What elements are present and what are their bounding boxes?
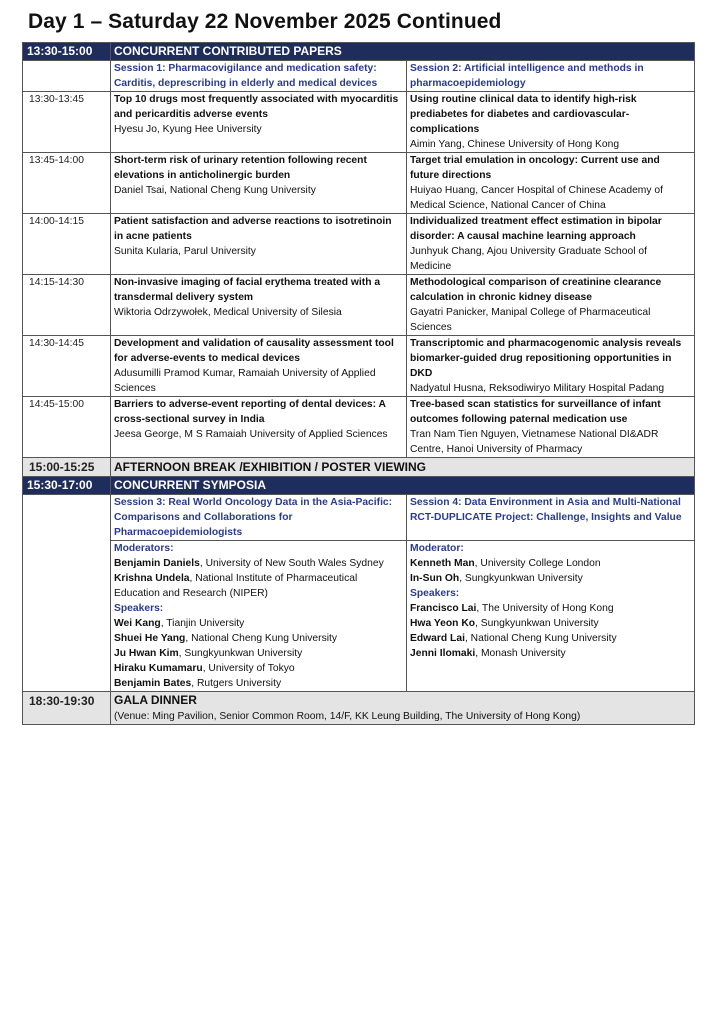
session-2-title: Session 2: Artificial intelligence and methods in pharmacoepidemiology <box>407 61 695 92</box>
moderators-label: Moderator: <box>410 543 464 554</box>
paper-title: Transcriptomic and pharmacogenomic analysis reveals biomarker-guided drug repositioning opportunities in DKD <box>410 338 682 379</box>
person-affiliation: , University of New South Wales Sydney <box>199 558 384 569</box>
paper-author: Aimin Yang, Chinese University of Hong Kong <box>410 139 620 150</box>
paper-author: Nadyatul Husna, Reksodiwiryo Military Hospital Padang <box>410 383 665 394</box>
paper-row <box>23 92 695 153</box>
moderators-label: Moderators: <box>114 543 174 554</box>
session-2-paper <box>407 153 695 214</box>
speaker-entry <box>114 616 403 631</box>
person-affiliation: , Tianjin University <box>160 618 245 629</box>
paper-title: Top 10 drugs most frequently associated with myocarditis and pericarditis adverse events <box>114 94 399 120</box>
break-row <box>23 458 695 477</box>
paper-title: Development and validation of causality assessment tool for adverse-events to medical devices <box>114 338 394 364</box>
break-title: AFTERNOON BREAK /EXHIBITION / POSTER VIEWING <box>111 458 695 477</box>
session-2-paper <box>407 275 695 336</box>
person-name: Ju Hwan Kim <box>114 648 179 659</box>
schedule-table <box>22 42 695 725</box>
gala-venue: (Venue: Ming Pavilion, Senior Common Room, 14/F, KK Leung Building, The University of Hong Kong) <box>114 711 581 722</box>
paper-time: 14:45-15:00 <box>23 397 111 458</box>
person-affiliation: , National Cheng Kung University <box>464 633 617 644</box>
speaker-entry <box>114 631 403 646</box>
person-affiliation: , Sungkyunkwan University <box>475 618 599 629</box>
paper-row <box>23 153 695 214</box>
papers-header-time: 13:30-15:00 <box>23 43 111 61</box>
speaker-entry <box>114 676 403 691</box>
symposia-header-row <box>23 477 695 495</box>
person-affiliation: , The University of Hong Kong <box>476 603 614 614</box>
session-1-paper <box>111 275 407 336</box>
session-1-paper <box>111 336 407 397</box>
gala-cell <box>111 692 695 725</box>
speaker-entry <box>410 616 691 631</box>
session-4-title: Session 4: Data Environment in Asia and Multi-National RCT-DUPLICATE Project: Challenge, Insights and Value <box>407 495 695 541</box>
paper-author: Huiyao Huang, Cancer Hospital of Chinese Academy of Medical Science, National Cancer of China <box>410 185 663 211</box>
paper-author: Jeesa George, M S Ramaiah University of Applied Sciences <box>114 429 388 440</box>
paper-row <box>23 214 695 275</box>
person-name: Kenneth Man <box>410 558 475 569</box>
person-name: Edward Lai <box>410 633 465 644</box>
paper-time: 14:30-14:45 <box>23 336 111 397</box>
papers-header-row <box>23 43 695 61</box>
session-1-title: Session 1: Pharmacovigilance and medication safety: Carditis, deprescribing in elderly and medical devices <box>111 61 407 92</box>
gala-row <box>23 692 695 725</box>
empty-cell <box>23 61 111 92</box>
person-affiliation: , Sungkyunkwan University <box>459 573 583 584</box>
moderator-entry <box>410 571 691 586</box>
session-1-paper <box>111 397 407 458</box>
paper-author: Junhyuk Chang, Ajou University Graduate School of Medicine <box>410 246 647 272</box>
person-name: Wei Kang <box>114 618 161 629</box>
person-name: Krishna Undela <box>114 573 190 584</box>
moderator-entry <box>114 556 403 571</box>
paper-row <box>23 275 695 336</box>
paper-time: 13:45-14:00 <box>23 153 111 214</box>
paper-time: 14:15-14:30 <box>23 275 111 336</box>
paper-author: Gayatri Panicker, Manipal College of Pharmaceutical Sciences <box>410 307 651 333</box>
person-name: Jenni Ilomaki <box>410 648 476 659</box>
break-time: 15:00-15:25 <box>23 458 111 477</box>
person-affiliation: , Sungkyunkwan University <box>178 648 303 659</box>
paper-time: 14:00-14:15 <box>23 214 111 275</box>
paper-author: Tran Nam Tien Nguyen, Vietnamese National DI&ADR Centre, Hanoi University of Pharmacy <box>410 429 659 455</box>
person-affiliation: , Rutgers University <box>191 678 282 689</box>
speaker-entry <box>114 661 403 676</box>
paper-author: Adusumilli Pramod Kumar, Ramaiah University of Applied Sciences <box>114 368 376 394</box>
paper-title: Target trial emulation in oncology: Current use and future directions <box>410 155 660 181</box>
person-affiliation: , University of Tokyo <box>202 663 295 674</box>
page-title: Day 1 – Saturday 22 November 2025 Continued <box>28 10 502 33</box>
person-name: Shuei He Yang <box>114 633 186 644</box>
person-name: In-Sun Oh <box>410 573 460 584</box>
moderator-entry <box>114 571 403 601</box>
papers-session-row <box>23 61 695 92</box>
paper-title: Methodological comparison of creatinine clearance calculation in chronic kidney disease <box>410 277 662 303</box>
person-affiliation: , Monash University <box>475 648 566 659</box>
session-1-paper <box>111 214 407 275</box>
gala-time: 18:30-19:30 <box>23 692 111 725</box>
paper-author: Hyesu Jo, Kyung Hee University <box>114 124 262 135</box>
moderator-entry <box>410 556 691 571</box>
paper-title: Barriers to adverse-event reporting of dental devices: A cross-sectional survey in India <box>114 399 386 425</box>
speakers-label: Speakers: <box>410 588 460 599</box>
session-3-title: Session 3: Real World Oncology Data in the Asia-Pacific: Comparisons and Collaborations for Pharmacoepidemiologists <box>111 495 407 541</box>
person-name: Benjamin Bates <box>114 678 192 689</box>
symposia-header-time: 15:30-17:00 <box>23 477 111 495</box>
symposia-people-row <box>23 541 695 692</box>
paper-row <box>23 336 695 397</box>
session-2-paper <box>407 214 695 275</box>
paper-title: Short-term risk of urinary retention following recent elevations in anticholinergic burden <box>114 155 367 181</box>
paper-title: Individualized treatment effect estimation in bipolar disorder: A causal machine learning approach <box>410 216 662 242</box>
session-2-paper <box>407 397 695 458</box>
paper-author: Daniel Tsai, National Cheng Kung University <box>114 185 316 196</box>
paper-row <box>23 397 695 458</box>
session-1-paper <box>111 92 407 153</box>
person-affiliation: , National Cheng Kung University <box>185 633 338 644</box>
paper-author: Sunita Kularia, Parul University <box>114 246 256 257</box>
person-name: Hiraku Kumamaru <box>114 663 203 674</box>
empty-cell <box>23 495 111 692</box>
person-affiliation: , National Institute of Pharmaceutical Education and Research (NIPER) <box>114 573 358 599</box>
person-name: Hwa Yeon Ko <box>410 618 476 629</box>
paper-title: Patient satisfaction and adverse reactions to isotretinoin in acne patients <box>114 216 392 242</box>
session-2-paper <box>407 336 695 397</box>
session-4-people <box>407 541 695 692</box>
paper-title: Non-invasive imaging of facial erythema treated with a transdermal delivery system <box>114 277 381 303</box>
papers-header-title: CONCURRENT CONTRIBUTED PAPERS <box>111 43 695 61</box>
gala-title: GALA DINNER <box>114 693 197 707</box>
speaker-entry <box>410 601 691 616</box>
session-2-paper <box>407 92 695 153</box>
paper-title: Tree-based scan statistics for surveillance of infant outcomes following paternal medication use <box>410 399 661 425</box>
session-3-people <box>111 541 407 692</box>
symposia-header-title: CONCURRENT SYMPOSIA <box>111 477 695 495</box>
paper-author: Wiktoria Odrzywołek, Medical University of Silesia <box>114 307 342 318</box>
speaker-entry <box>410 646 691 661</box>
person-affiliation: , University College London <box>474 558 601 569</box>
speaker-entry <box>410 631 691 646</box>
speakers-label: Speakers: <box>114 603 164 614</box>
person-name: Benjamin Daniels <box>114 558 200 569</box>
session-1-paper <box>111 153 407 214</box>
paper-title: Using routine clinical data to identify high-risk prediabetes for diabetes and cardiovascular-complications <box>410 94 637 135</box>
paper-time: 13:30-13:45 <box>23 92 111 153</box>
person-name: Francisco Lai <box>410 603 477 614</box>
speaker-entry <box>114 646 403 661</box>
symposia-session-row <box>23 495 695 541</box>
